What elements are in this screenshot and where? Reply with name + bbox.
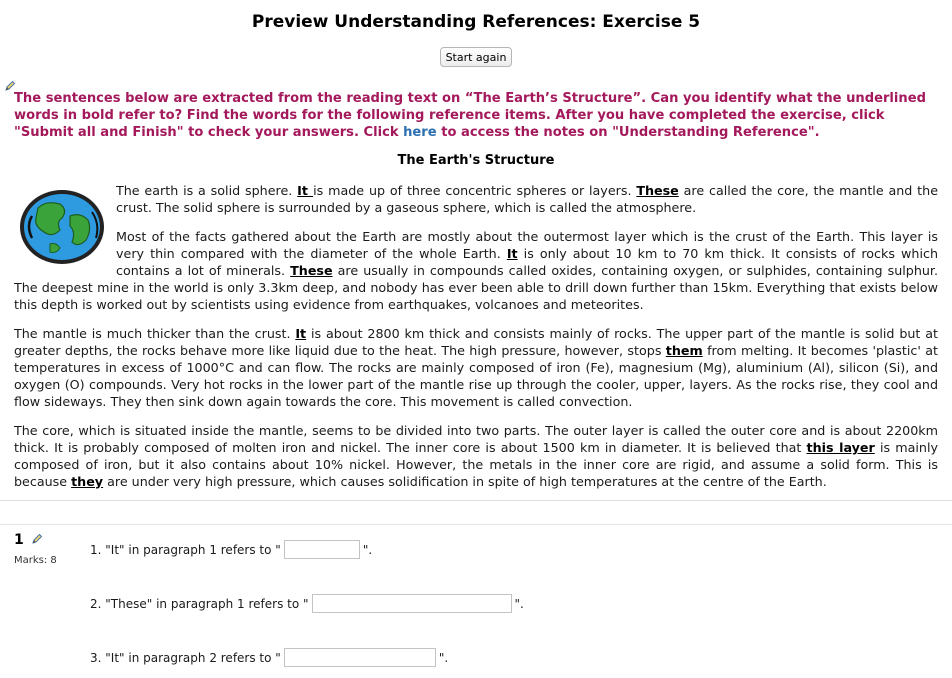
section-divider bbox=[0, 500, 952, 501]
p4-text-c: are under very high pressure, which causes solidification in spite of high temperatures at the centre of the Earth. bbox=[103, 474, 827, 489]
notes-link[interactable]: here bbox=[403, 125, 437, 140]
answer-input-2[interactable] bbox=[312, 594, 512, 613]
p1-text-c: are called the core, the mantle and the crust. The solid sphere is surrounded by a gaseous sphere, which is called the atmosphere. bbox=[116, 183, 938, 215]
p3-ref-them: them bbox=[665, 343, 703, 358]
p2-text-b: is only about 10 km to 70 km thick. It consists of rocks which contains a lot of minerals. bbox=[116, 246, 938, 278]
paragraph-3 bbox=[14, 325, 938, 410]
p4-text-b: is mainly composed of iron, but it also contains about 10% nickel. However, the metals in the inner core are rigid, and assume a solid form. This is because bbox=[14, 440, 938, 489]
p1-ref-these: These bbox=[636, 183, 679, 198]
question-item-2-prompt: 2. "These" in paragraph 1 refers to " bbox=[90, 596, 309, 611]
article-title: The Earth's Structure bbox=[397, 153, 555, 168]
p2-text-a: Most of the facts gathered about the Earth are mostly about the outermost layer which is the crust of the Earth. This layer is very thin compared with the diameter of the whole Earth. bbox=[116, 229, 938, 261]
p1-text-a: The earth is a solid sphere. bbox=[116, 183, 298, 198]
paragraph-2 bbox=[14, 228, 938, 313]
p2-ref-it: It bbox=[506, 246, 518, 261]
p4-ref-they: they bbox=[71, 474, 104, 489]
paragraph-1 bbox=[14, 182, 938, 216]
question-divider bbox=[0, 524, 952, 525]
p3-text-c: from melting. It becomes 'plastic' at temperatures in excess of 1000°C and can flow. The rocks are mainly composed of iron (Fe), magnesium (Mg), aluminium (Al), silicon (Si), and oxygen (O) compounds. Very hot rocks in the lower part of the mantle rise up through the cooler, upper, layers. As the rocks rise, they cool and flow sideways. They then sink down again towards the core. This movement is called convection. bbox=[14, 343, 938, 409]
p1-text-b: is made up of three concentric spheres or layers. bbox=[313, 183, 637, 198]
answer-input-1[interactable] bbox=[284, 540, 360, 559]
pencil-icon[interactable] bbox=[31, 533, 43, 545]
p4-text-a: The core, which is situated inside the mantle, seems to be divided into two parts. The outer layer is called the outer core and is about 2200km thick. It is probably composed of molten iron and nickel. The inner core is about 1500 km in diameter. It is believed that bbox=[14, 423, 938, 455]
question-item-3-suffix: ". bbox=[438, 650, 449, 665]
instructions-part-2: to access the notes on "Understanding Reference". bbox=[436, 125, 820, 140]
question-item-3 bbox=[90, 648, 448, 667]
answer-input-3[interactable] bbox=[284, 648, 436, 667]
page-title: Preview Understanding References: Exercise 5 bbox=[251, 12, 701, 32]
question-item-1-suffix: ". bbox=[362, 542, 373, 557]
question-item-2 bbox=[90, 594, 524, 613]
paragraph-4 bbox=[14, 422, 938, 490]
article-body bbox=[14, 182, 938, 502]
start-again-button[interactable]: Start again bbox=[440, 47, 512, 67]
instructions-part-1: The sentences below are extracted from the reading text on “The Earth’s Structure”. Can you identify what the underlined words in bold refer to? Find the words for the following reference items. After you have completed the exercise, click "Submit all and Finish" to check your answers. Click bbox=[14, 91, 926, 140]
question-item-3-prompt: 3. "It" in paragraph 2 refers to " bbox=[90, 650, 281, 665]
p2-ref-these: These bbox=[290, 263, 333, 278]
question-item-1 bbox=[90, 540, 372, 559]
p1-ref-it: It bbox=[297, 183, 314, 198]
p3-ref-it: It bbox=[295, 326, 307, 341]
p4-ref-this-layer: this layer bbox=[806, 440, 875, 455]
p2-text-c: are usually in compounds called oxides, containing oxygen, or sulphides, containing sulphur. The deepest mine in the world is only 3.3km deep, and nobody has ever been able to drill down further than 15km. Everything that exists below this depth is worked out by scientists using evidence from earthquakes, volcanoes and meteorites. bbox=[14, 263, 938, 312]
earth-globe-icon bbox=[16, 186, 108, 268]
question-marks: Marks: 8 bbox=[14, 555, 57, 566]
p3-text-a: The mantle is much thicker than the crust. bbox=[14, 326, 296, 341]
question-item-1-prompt: 1. "It" in paragraph 1 refers to " bbox=[90, 542, 281, 557]
instructions-text bbox=[14, 90, 942, 141]
question-item-2-suffix: ". bbox=[514, 596, 524, 611]
p3-text-b: is about 2800 km thick and consists mainly of rocks. The upper part of the mantle is solid but at greater depths, the rocks behave more like liquid due to the heat. The high pressure, however, stops bbox=[14, 326, 938, 358]
question-number: 1 bbox=[14, 532, 24, 548]
